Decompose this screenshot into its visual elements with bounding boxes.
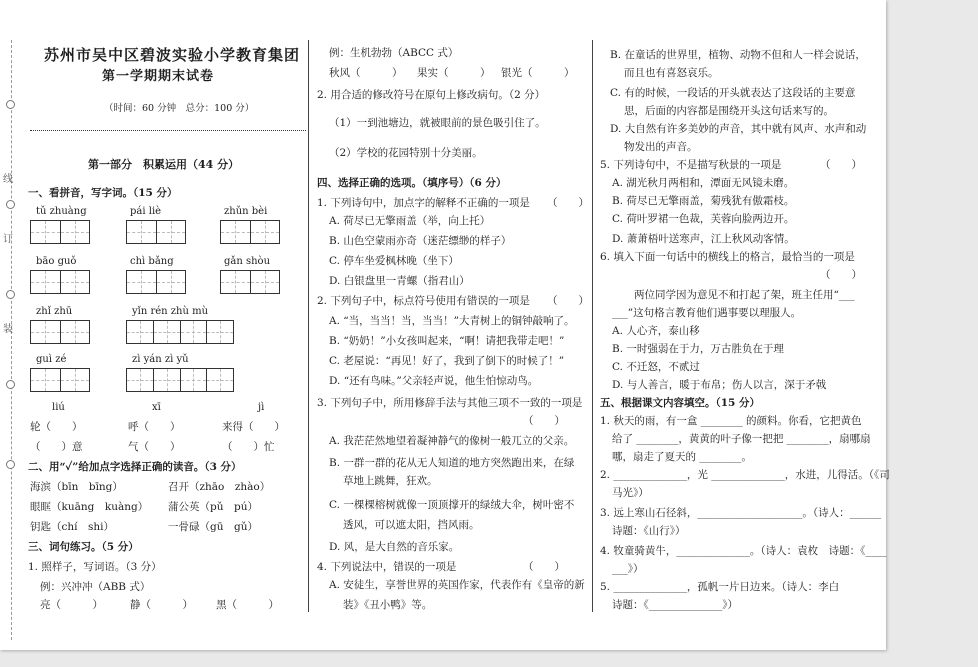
column-3 bbox=[598, 0, 890, 650]
option[interactable]: C. 不迁怒，不贰过 bbox=[612, 361, 700, 373]
fill-item[interactable]: 亮（ ） bbox=[40, 599, 103, 611]
answer-paren[interactable]: （ ） bbox=[523, 415, 565, 427]
pinyin: zì yán zì yǔ bbox=[132, 354, 189, 365]
fill-line[interactable]: 给了 ________，黄黄的叶子像一把把 ________，扇哪扇 bbox=[612, 433, 871, 445]
fill-item[interactable]: （ ）忙 bbox=[222, 441, 275, 453]
fill-item[interactable]: 呼（ ） bbox=[128, 421, 181, 433]
fill-item[interactable]: 银光（ ） bbox=[501, 67, 575, 79]
divider bbox=[30, 130, 306, 131]
question-text: 2. 用合适的修改符号在原句上修改病句。（2 分） bbox=[317, 89, 546, 101]
question-text: 4. 下列说法中，错误的一项是 bbox=[317, 561, 457, 573]
option[interactable]: A. 湖光秋月两相和，潭面无风镜未磨。 bbox=[612, 177, 795, 189]
reading-choice[interactable]: 蒲公英（pǔ pú） bbox=[168, 501, 258, 513]
option-continued: 草地上跳舞，狂欢。 bbox=[343, 475, 438, 487]
answer-paren[interactable]: （ ） bbox=[523, 561, 565, 573]
pinyin: liú bbox=[52, 402, 65, 413]
fill-item[interactable]: 果实（ ） bbox=[417, 67, 491, 79]
fill-line[interactable]: 3. 远上寒山石径斜，____________________。（诗人：______ bbox=[600, 507, 882, 519]
option-continued: 思，后面的内容都是围绕开头这句话来写的。 bbox=[624, 105, 834, 117]
punch-hole-icon bbox=[6, 380, 15, 389]
reading-choice[interactable]: 海滨（bīn bīng） bbox=[30, 481, 123, 493]
option[interactable]: C. 一棵棵榕树就像一顶顶撑开的绿绒大伞，树叶密不 bbox=[329, 499, 575, 511]
option[interactable]: C. 有的时候，一段话的开头就表达了这段话的主要意 bbox=[610, 87, 856, 99]
fill-item[interactable]: 气（ ） bbox=[128, 441, 181, 453]
option-continued: 装》《丑小鸭》等。 bbox=[343, 599, 433, 611]
time-info: （时间：60 分钟 总分：100 分） bbox=[104, 103, 255, 114]
punch-hole-icon bbox=[6, 290, 15, 299]
option[interactable]: B. 一群一群的花从无人知道的地方突然跑出来，在绿 bbox=[329, 457, 575, 469]
answer-boxes[interactable] bbox=[126, 368, 234, 392]
option[interactable]: A. 我茫茫然地望着凝神静气的像树一般兀立的父亲。 bbox=[329, 435, 575, 447]
section-2-heading: 二、用“✓”给加点字选择正确的读音。（3 分） bbox=[28, 461, 242, 473]
option[interactable]: B. 一时强弱在于力，万古胜负在于理 bbox=[612, 343, 784, 355]
question-text: 1. 照样子，写词语。（3 分） bbox=[28, 561, 162, 573]
option[interactable]: D. 与人善言，暖于布帛；伤人以言，深于矛戟 bbox=[612, 379, 827, 391]
reading-choice[interactable]: 钥匙（chí shi） bbox=[30, 521, 115, 533]
example-text: 例：兴冲冲（ABB 式） bbox=[40, 581, 151, 593]
answer-paren[interactable]: （ ） bbox=[820, 159, 862, 171]
fill-line[interactable]: 2. ______________，光 ______________，水进，儿得活。（《司 bbox=[600, 469, 890, 481]
option[interactable]: C. 荷叶罗裙一色裁，芙蓉向脸两边开。 bbox=[612, 213, 795, 225]
punch-hole-icon bbox=[6, 200, 15, 209]
fill-line[interactable]: 1. 秋天的雨，有一盒 ________ 的颜料。你看，它把黄色 bbox=[600, 415, 862, 427]
exam-title: 第一学期期末试卷 bbox=[102, 69, 215, 84]
option[interactable]: D. “还有鸟味。”父亲轻声说，他生怕惊动鸟。 bbox=[329, 375, 539, 387]
option[interactable]: A. 荷尽已无擎雨盖（举，向上托） bbox=[329, 215, 491, 227]
option[interactable]: A. 人心齐，泰山移 bbox=[612, 325, 700, 337]
option-continued: 而且也有喜怒哀乐。 bbox=[624, 67, 719, 79]
passage-text: 两位同学因为意见不和打起了架，班主任用“___ bbox=[634, 289, 855, 301]
fill-line[interactable]: 诗题：《______________》） bbox=[612, 599, 738, 611]
pinyin: xī bbox=[152, 402, 161, 413]
answer-boxes[interactable] bbox=[126, 220, 186, 244]
option[interactable]: D. 风，是大自然的音乐家。 bbox=[329, 541, 460, 553]
fill-line: 马光》） bbox=[612, 487, 649, 499]
section-4-heading: 四、选择正确的选项。（填序号）（6 分） bbox=[317, 177, 507, 189]
answer-boxes[interactable] bbox=[30, 320, 90, 344]
pinyin: zhǐ zhū bbox=[36, 306, 73, 317]
gutter-char: 线 bbox=[3, 174, 13, 185]
fill-line: 诗题：《山行》） bbox=[612, 525, 686, 537]
fill-item[interactable]: 黑（ ） bbox=[216, 599, 279, 611]
option[interactable]: A. “当，当当！当，当当！”大青树上的铜钟敲响了。 bbox=[329, 315, 575, 327]
answer-boxes[interactable] bbox=[30, 368, 90, 392]
cut-line bbox=[11, 40, 12, 640]
fill-item[interactable]: 轮（ ） bbox=[30, 421, 83, 433]
column-divider bbox=[308, 40, 309, 612]
option[interactable]: B. “奶奶！”小女孩叫起来，“啊！请把我带走吧！” bbox=[329, 335, 565, 347]
fill-line[interactable]: 4. 牧童骑黄牛，______________。（诗人：袁枚 诗题：《____ bbox=[600, 545, 887, 557]
pinyin: jì bbox=[258, 402, 265, 413]
answer-boxes[interactable] bbox=[126, 320, 234, 344]
option[interactable]: D. 萧萧梧叶送寒声，江上秋风动客情。 bbox=[612, 233, 795, 245]
option-continued: 物发出的声音。 bbox=[624, 141, 698, 153]
section-3-heading: 三、词句练习。（5 分） bbox=[28, 541, 139, 553]
answer-boxes[interactable] bbox=[220, 270, 280, 294]
column-2 bbox=[313, 0, 589, 650]
pinyin: gǎn shòu bbox=[224, 256, 271, 267]
fill-line[interactable]: ___》） bbox=[612, 563, 644, 575]
question-text: 5. 下列诗句中，不是描写秋景的一项是 bbox=[600, 159, 782, 171]
pinyin: bāo guǒ bbox=[36, 256, 77, 267]
section-5-heading: 五、根据课文内容填空。（15 分） bbox=[600, 397, 761, 409]
fill-item[interactable]: 秋风（ ） bbox=[329, 67, 403, 79]
option-continued: 透风，可以遮太阳，挡风雨。 bbox=[343, 519, 480, 531]
fill-item[interactable]: 静（ ） bbox=[130, 599, 193, 611]
part-1-heading: 第一部分 积累运用（44 分） bbox=[88, 158, 240, 171]
option[interactable]: A. 安徒生，享誉世界的英国作家，代表作有《皇帝的新 bbox=[329, 579, 585, 591]
fill-line[interactable]: 哪，扇走了夏天的 ________。 bbox=[612, 451, 752, 463]
pinyin: chì bǎng bbox=[130, 256, 174, 267]
answer-paren[interactable]: （ ） bbox=[547, 197, 589, 209]
passage-text: ___”这句格言教育他们遇事要以理服人。 bbox=[612, 307, 802, 319]
answer-boxes[interactable] bbox=[30, 220, 90, 244]
punch-hole-icon bbox=[6, 100, 15, 109]
pinyin: yǐn rén zhù mù bbox=[132, 306, 209, 317]
reading-choice[interactable]: 眼眶（kuāng kuàng） bbox=[30, 501, 149, 513]
fill-line[interactable]: 5. ______________，孤帆一片日边来。（诗人：李白 bbox=[600, 581, 840, 593]
school-title: 苏州市吴中区碧波实验小学教育集团 bbox=[44, 46, 301, 64]
binding-gutter bbox=[0, 40, 18, 640]
pinyin: pái liè bbox=[130, 206, 162, 217]
sentence[interactable]: （1）一到池塘边，就被眼前的景色吸引住了。 bbox=[329, 117, 546, 129]
reading-choice[interactable]: 一骨碌（gū gǔ） bbox=[168, 521, 258, 533]
sentence[interactable]: （2）学校的花园特别十分美丽。 bbox=[329, 147, 483, 159]
reading-choice[interactable]: 召开（zhāo zhào） bbox=[168, 481, 271, 493]
gutter-char: 订 bbox=[3, 234, 13, 245]
section-1-heading: 一、看拼音，写字词。（15 分） bbox=[28, 187, 178, 199]
option[interactable]: D. 白银盘里一青螺（指君山） bbox=[329, 275, 470, 287]
question-text: 2. 下列句子中，标点符号使用有错误的一项是 bbox=[317, 295, 530, 307]
column-divider bbox=[592, 40, 593, 612]
fill-item[interactable]: 来得（ ） bbox=[222, 421, 285, 433]
option[interactable]: B. 山色空蒙雨亦奇（迷茫缥缈的样子） bbox=[329, 235, 512, 247]
punch-hole-icon bbox=[6, 460, 15, 469]
gutter-char: 装 bbox=[3, 324, 13, 335]
question-text: 6. 填入下面一句话中的横线上的格言，最恰当的一项是 bbox=[600, 251, 855, 263]
option[interactable]: D. 大自然有许多美妙的声音，其中就有风声、水声和动 bbox=[610, 123, 867, 135]
answer-boxes[interactable] bbox=[126, 270, 186, 294]
answer-boxes[interactable] bbox=[30, 270, 90, 294]
answer-boxes[interactable] bbox=[220, 220, 280, 244]
question-text: 3. 下列句子中，所用修辞手法与其他三项不一致的一项是 bbox=[317, 397, 583, 409]
question-text: 1. 下列诗句中，加点字的解释不正确的一项是 bbox=[317, 197, 530, 209]
option[interactable]: C. 停车坐爱枫林晚（坐下） bbox=[329, 255, 459, 267]
pinyin: tǔ zhuàng bbox=[36, 206, 87, 217]
answer-paren[interactable]: （ ） bbox=[820, 269, 862, 281]
pinyin: guì zé bbox=[36, 354, 67, 365]
answer-paren[interactable]: （ ） bbox=[547, 295, 589, 307]
fill-item[interactable]: （ ）意 bbox=[30, 441, 83, 453]
option[interactable]: C. 老屋说：“再见！好了，我到了倒下的时候了！” bbox=[329, 355, 565, 367]
column-1 bbox=[22, 0, 306, 650]
option[interactable]: B. 在童话的世界里，植物、动物不但和人一样会说话， bbox=[610, 49, 866, 61]
pinyin: zhǔn bèi bbox=[224, 206, 268, 217]
example-text: 例：生机勃勃（ABCC 式） bbox=[329, 47, 459, 59]
option[interactable]: B. 荷尽已无擎雨盖，菊残犹有傲霜枝。 bbox=[612, 195, 795, 207]
